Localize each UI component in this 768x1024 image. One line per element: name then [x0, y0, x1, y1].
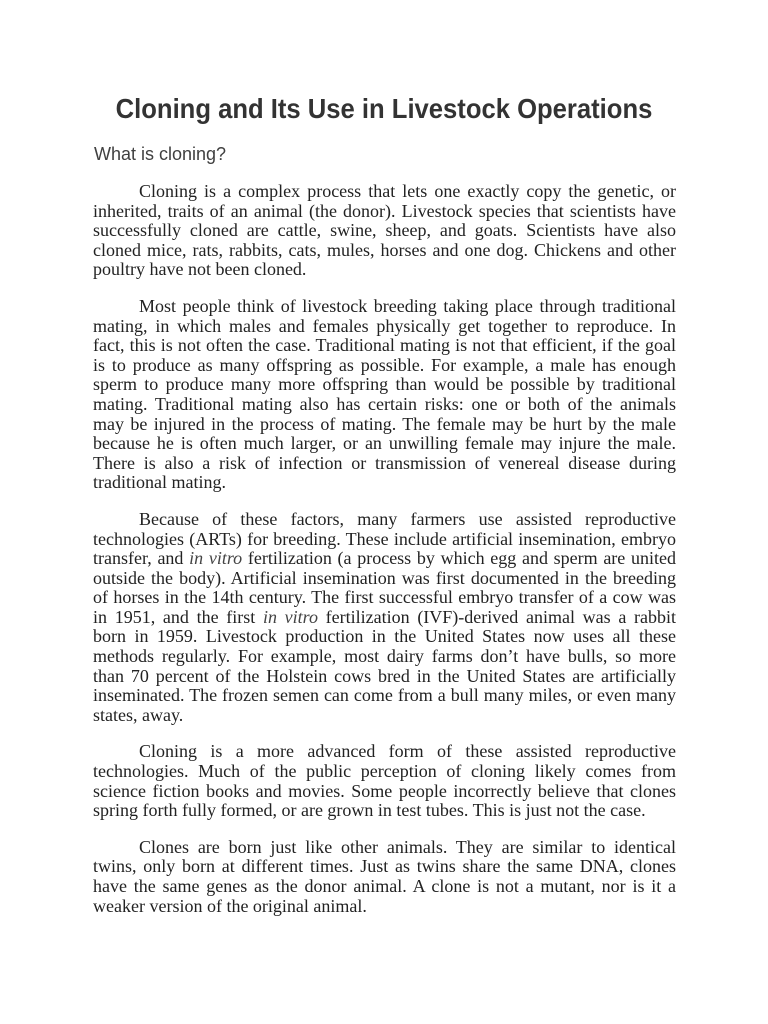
body-paragraph: [93, 297, 676, 493]
text-line: [93, 608, 676, 628]
text-line: twins, only born at different times. Just as twins share the same DNA, clones: [93, 856, 676, 877]
text-line: is to produce as many offspring as possible. For example, a male has enough: [93, 354, 676, 375]
text-line: outside the body). Artificial insemination was first documented in the breeding: [93, 567, 676, 588]
text-line: methods regularly. For example, most dairy farms don’t have bulls, so more: [93, 646, 676, 667]
text-line: science fiction books and movies. Some people incorrectly believe that clones: [93, 780, 676, 801]
text-line: mating, in which males and females physically get together to reproduce. In: [93, 315, 676, 336]
text-line: have the same genes as the donor animal. A clone is not a mutant, nor is it a: [93, 876, 676, 896]
body-paragraph: [93, 838, 676, 916]
text-line: inseminated. The frozen semen can come from a bull many miles, or even many: [93, 685, 676, 706]
text-segment: transfer, and: [93, 548, 190, 569]
text-line: Cloning is a complex process that lets one exactly copy the genetic, or: [139, 181, 676, 201]
text-line: because he is often much larger, or an unwilling female may injure the male.: [93, 433, 676, 454]
text-line: traditional mating.: [93, 472, 226, 493]
text-line: successfully cloned are cattle, swine, sheep, and goats. Scientists have also: [93, 220, 676, 241]
body-paragraph: [93, 182, 676, 280]
text-line: of horses in the 14th century. The first successful embryo transfer of a cow was: [93, 587, 676, 608]
document-body: [93, 182, 676, 933]
text-line: cloned mice, rats, rabbits, cats, mules, horses and one dog. Chickens and other: [93, 239, 676, 260]
text-line: spring forth fully formed, or are grown in test tubes. This is just not the case.: [93, 800, 646, 821]
text-line: may be injured in the process of mating. The female may be hurt by the male: [93, 413, 676, 434]
text-line: There is also a risk of infection or transmission of venereal disease during: [93, 452, 676, 473]
italic-term: in vitro: [262, 606, 318, 627]
text-line: Cloning is a more advanced form of these assisted reproductive: [139, 741, 676, 762]
italic-term: in vitro: [189, 548, 243, 569]
text-line: sperm to produce many more offspring than would be possible by traditional: [93, 374, 676, 395]
body-paragraph: [93, 742, 676, 820]
body-paragraph: [93, 510, 676, 726]
text-line: Because of these factors, many farmers use assisted reproductive: [139, 508, 676, 529]
text-line: born in 1959. Livestock production in the United States now uses all these: [93, 626, 676, 647]
text-line: weaker version of the original animal.: [93, 895, 367, 916]
text-line: states, away.: [93, 704, 184, 725]
text-line: Most people think of livestock breeding taking place through traditional: [139, 295, 676, 316]
text-segment: fertilization (IVF)-derived animal was a rabbit: [317, 606, 676, 627]
text-line: fact, this is not often the case. Traditional mating is not that efficient, if the goal: [93, 335, 676, 356]
text-line: [93, 549, 676, 569]
text-line: poultry have not been cloned.: [93, 259, 307, 280]
document-title: Cloning and Its Use in Livestock Operations: [115, 93, 653, 124]
text-segment: in 1951, and the first: [93, 606, 263, 627]
text-line: mating. Traditional mating also has certain risks: one or both of the animals: [93, 393, 676, 414]
text-line: technologies. Much of the public perception of cloning likely comes from: [93, 761, 676, 782]
section-heading: What is cloning?: [94, 144, 227, 164]
text-line: inherited, traits of an animal (the donor). Livestock species that scientists have: [93, 200, 676, 221]
text-segment: fertilization (a process by which egg and sperm are united: [242, 548, 676, 569]
text-line: Clones are born just like other animals. They are similar to identical: [139, 836, 676, 857]
text-line: technologies (ARTs) for breeding. These include artificial insemination, embryo: [93, 528, 676, 549]
text-line: than 70 percent of the Holstein cows bred in the United States are artificially: [93, 665, 676, 686]
